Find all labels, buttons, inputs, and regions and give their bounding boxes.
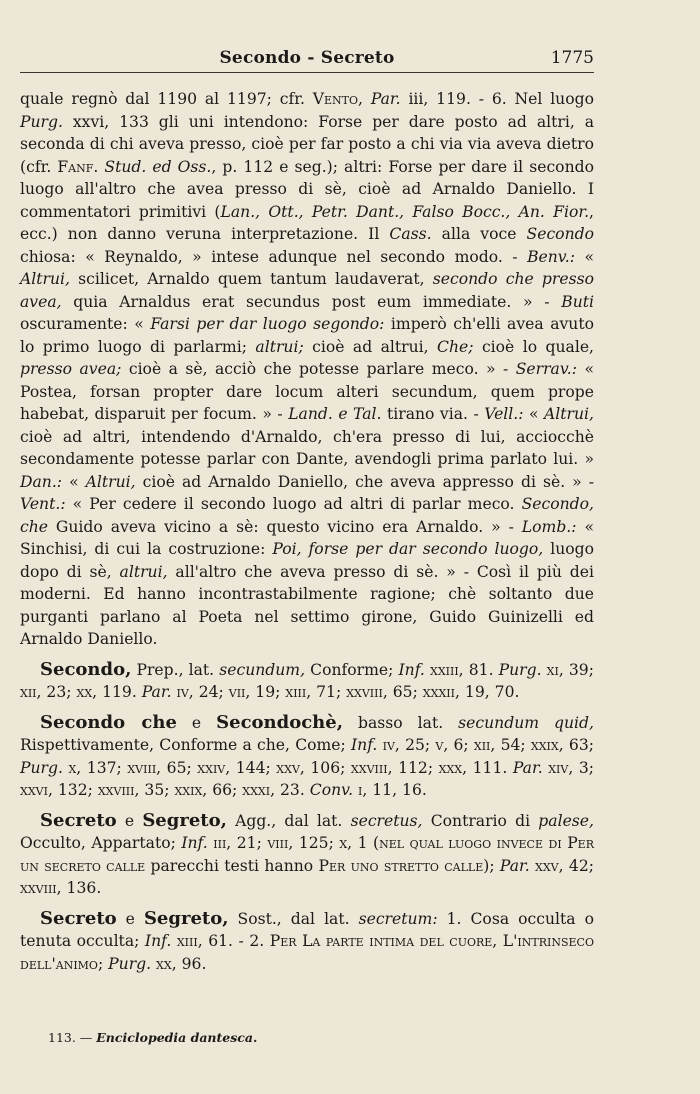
footer-signature: 113. — Enciclopedia dantesca. <box>48 1030 258 1045</box>
headword: Segreto, <box>142 809 227 831</box>
entry-secondo-che: Secondo che e Secondochè, basso lat. secundum quid, Rispettivamente, Conforme a che, Come; Inf. iv, 25; v, 6; xii, 54; xxix, 63; Purg. x, 137; xviii, 65; xxiv, 144; xxv, 106; xxviii, 112; xxx, 111. Par. xiv, 3; xxvi, 132; xxviii, 35; xxix, 66; xxxi, 23. Conv. i, 11, 16. <box>20 711 594 799</box>
page-number: 1775 <box>550 48 594 68</box>
entry-secreto-sost: Secreto e Segreto, Sost., dal lat. secretum: 1. Cosa occulta o tenuta occulta; Inf. xiii, 61. - 2. Per La parte intima del cuore, L'intrinseco dell'animo; Purg. xx, 96. <box>20 907 594 973</box>
headword: Secreto <box>40 907 117 929</box>
headword: Secondochè, <box>216 711 343 733</box>
headword: Secondo che <box>40 711 177 733</box>
running-header <box>20 48 594 70</box>
headword: Secreto <box>40 809 117 831</box>
headword: Segreto, <box>143 907 229 929</box>
headword: Secondo, <box>40 658 132 680</box>
entry-secreto-agg: Secreto e Segreto, Agg., dal lat. secretus, Contrario di palese, Occulto, Appartato; Inf. iii, 21; viii, 125; x, 1 (nel qual luogo invece di Per un secreto calle parecchi testi hanno Per uno stretto calle); Par. xxv, 42; xxviii, 136. <box>20 809 594 897</box>
entry-secondo: Secondo, Prep., lat. secundum, Conforme; Inf. xxiii, 81. Purg. xi, 39; xii, 23; xx, 119. Par. iv, 24; vii, 19; xiii, 71; xxviii, 65; xxxii, 19, 70. <box>20 658 594 701</box>
header-title: Secondo - Secreto <box>219 48 395 68</box>
header-rule <box>20 72 594 73</box>
text-body <box>20 88 594 975</box>
paragraph-continuation: quale regnò dal 1190 al 1197; cfr. Vento, Par. iii, 119. - 6. Nel luogo Purg. xxvi, 133 gli uni intendono: Forse per dare posto ad altri, a seconda di chi aveva presso, cioè per far posto a chi via via aveva dietro (cfr. Fanf. Stud. ed Oss., p. 112 e seg.); altri: Forse per dare il secondo luogo all'altro che avea presso di sè, cioè ad Arnaldo Daniello. I commentatori primitivi (Lan., Ott., Petr. Dant., Falso Bocc., An. Fior., ecc.) non danno veruna interpretazione. Il Cass. alla voce Secondo chiosa: « Reynaldo, » intese adunque nel secondo modo. - Benv.: « Altrui, scilicet, Arnaldo quem tantum laudaverat, secondo che presso avea, quia Arnaldus erat secundus post eum immediate. » - Buti oscuramente: « Farsi per dar luogo segondo: imperò ch'elli avea avuto lo primo luogo di parlarmi; altrui; cioè ad altrui, Che; cioè lo quale, presso avea; cioè a sè, acciò che potesse parlare meco. » - Serrav.: « Postea, forsan propter dare locum alteri secundum, quem prope habebat, disparuit per focum. » - Land. e Tal. tirano via. - Vell.: « Altrui, cioè ad altri, intendendo d'Arnaldo, ch'era presso di lui, acciocchè secondamente potesse parlar con Dante, avendogli prima parlato lui. » Dan.: « Altrui, cioè ad Arnaldo Daniello, che aveva appresso di sè. » - Vent.: « Per cedere il secondo luogo ad altri di parlar meco. Secondo, che Guido aveva vicino a sè: questo vicino era Arnaldo. » - Lomb.: « Sinchisi, di cui la costruzione: Poi, forse per dar secondo luogo, luogo dopo di sè, altrui, all'altro che aveva presso di sè. » - Così il più dei moderni. Ed hanno incontrastabilmente ragione; chè soltanto due purganti parlano al Poeta nel settimo girone, Guido Guinizelli ed Arnaldo Daniello. <box>20 90 595 648</box>
